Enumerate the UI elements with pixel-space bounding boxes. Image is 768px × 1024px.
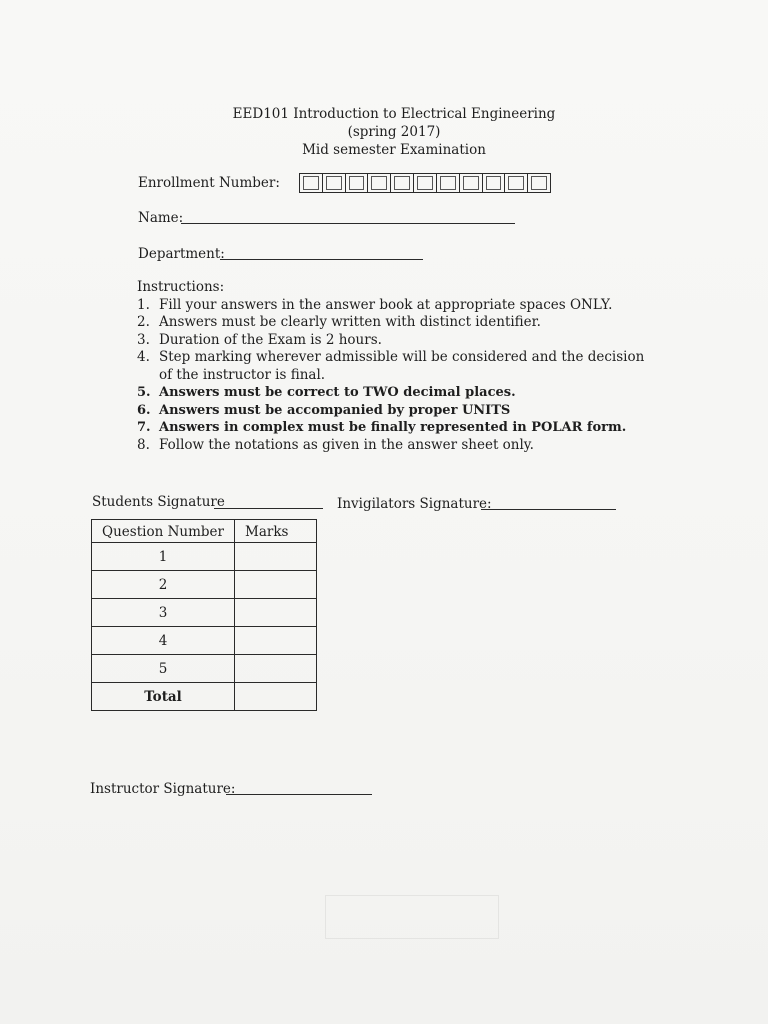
instruction-item: 3. Duration of the Exam is 2 hours. bbox=[137, 331, 382, 348]
instruction-item: 6. Answers must be accompanied by proper UNITS bbox=[137, 402, 511, 418]
instruction-item: 2. Answers must be clearly written with distinct identifier. bbox=[137, 314, 541, 330]
question-number-header: Question Number bbox=[92, 520, 235, 543]
students-signature-line[interactable] bbox=[214, 508, 323, 509]
name-field-line[interactable] bbox=[181, 223, 515, 224]
enrollment-digit-box[interactable] bbox=[300, 174, 323, 192]
enrollment-digit-box[interactable] bbox=[391, 174, 414, 192]
department-label: Department: bbox=[138, 246, 225, 262]
marks-cell[interactable] bbox=[235, 627, 317, 655]
marks-cell[interactable] bbox=[235, 571, 317, 599]
enrollment-digit-box[interactable] bbox=[483, 174, 506, 192]
enrollment-digit-box[interactable] bbox=[414, 174, 437, 192]
instructor-signature-label: Instructor Signature: bbox=[90, 781, 236, 797]
enrollment-digit-box[interactable] bbox=[437, 174, 460, 192]
total-marks-cell[interactable] bbox=[235, 683, 317, 711]
question-number-cell: 4 bbox=[92, 627, 235, 655]
name-label: Name: bbox=[138, 210, 184, 226]
exam-term: (spring 2017) bbox=[347, 124, 441, 140]
question-number-cell: 3 bbox=[92, 599, 235, 627]
invigilators-signature-label: Invigilators Signature: bbox=[337, 496, 492, 512]
instructor-signature-line[interactable] bbox=[226, 794, 372, 795]
enrollment-number-boxes[interactable] bbox=[299, 173, 551, 193]
department-field-line[interactable] bbox=[220, 259, 423, 260]
enrollment-digit-box[interactable] bbox=[528, 174, 550, 192]
question-number-cell: 2 bbox=[92, 571, 235, 599]
marks-table bbox=[91, 519, 317, 711]
instruction-item: 8. Follow the notations as given in the answer sheet only. bbox=[137, 436, 534, 453]
marks-header: Marks bbox=[235, 520, 317, 543]
show-through-box bbox=[325, 895, 499, 939]
instruction-item: 5. Answers must be correct to TWO decimal places. bbox=[137, 385, 516, 400]
table-row bbox=[92, 543, 317, 571]
enrollment-digit-box[interactable] bbox=[505, 174, 528, 192]
table-row-total bbox=[92, 683, 317, 711]
enrollment-digit-box[interactable] bbox=[323, 174, 346, 192]
enrollment-digit-box[interactable] bbox=[346, 174, 369, 192]
instructions-title: Instructions: bbox=[137, 279, 225, 295]
students-signature-label: Students Signature bbox=[92, 494, 225, 510]
marks-cell[interactable] bbox=[235, 655, 317, 683]
instruction-item: 1. Fill your answers in the answer book at appropriate spaces ONLY. bbox=[137, 296, 613, 313]
enrollment-digit-box[interactable] bbox=[460, 174, 483, 192]
course-title: EED101 Introduction to Electrical Engineering bbox=[232, 106, 556, 122]
enrollment-label: Enrollment Number: bbox=[138, 175, 280, 191]
question-number-cell: 1 bbox=[92, 543, 235, 571]
table-row bbox=[92, 571, 317, 599]
instruction-item: 4. Step marking wherever admissible will be considered and the decision of the instructor is final. bbox=[137, 349, 645, 383]
invigilators-signature-line[interactable] bbox=[481, 509, 616, 510]
marks-cell[interactable] bbox=[235, 543, 317, 571]
instructions-block bbox=[137, 279, 657, 454]
enrollment-digit-box[interactable] bbox=[368, 174, 391, 192]
table-row bbox=[92, 655, 317, 683]
table-row bbox=[92, 599, 317, 627]
question-number-cell: 5 bbox=[92, 655, 235, 683]
marks-cell[interactable] bbox=[235, 599, 317, 627]
exam-type: Mid semester Examination bbox=[302, 142, 486, 158]
table-row bbox=[92, 627, 317, 655]
instruction-item: 7. Answers in complex must be finally represented in POLAR form. bbox=[137, 420, 627, 435]
instructions-list bbox=[137, 297, 657, 455]
total-label-cell: Total bbox=[92, 683, 235, 711]
marks-table-header bbox=[92, 520, 317, 543]
